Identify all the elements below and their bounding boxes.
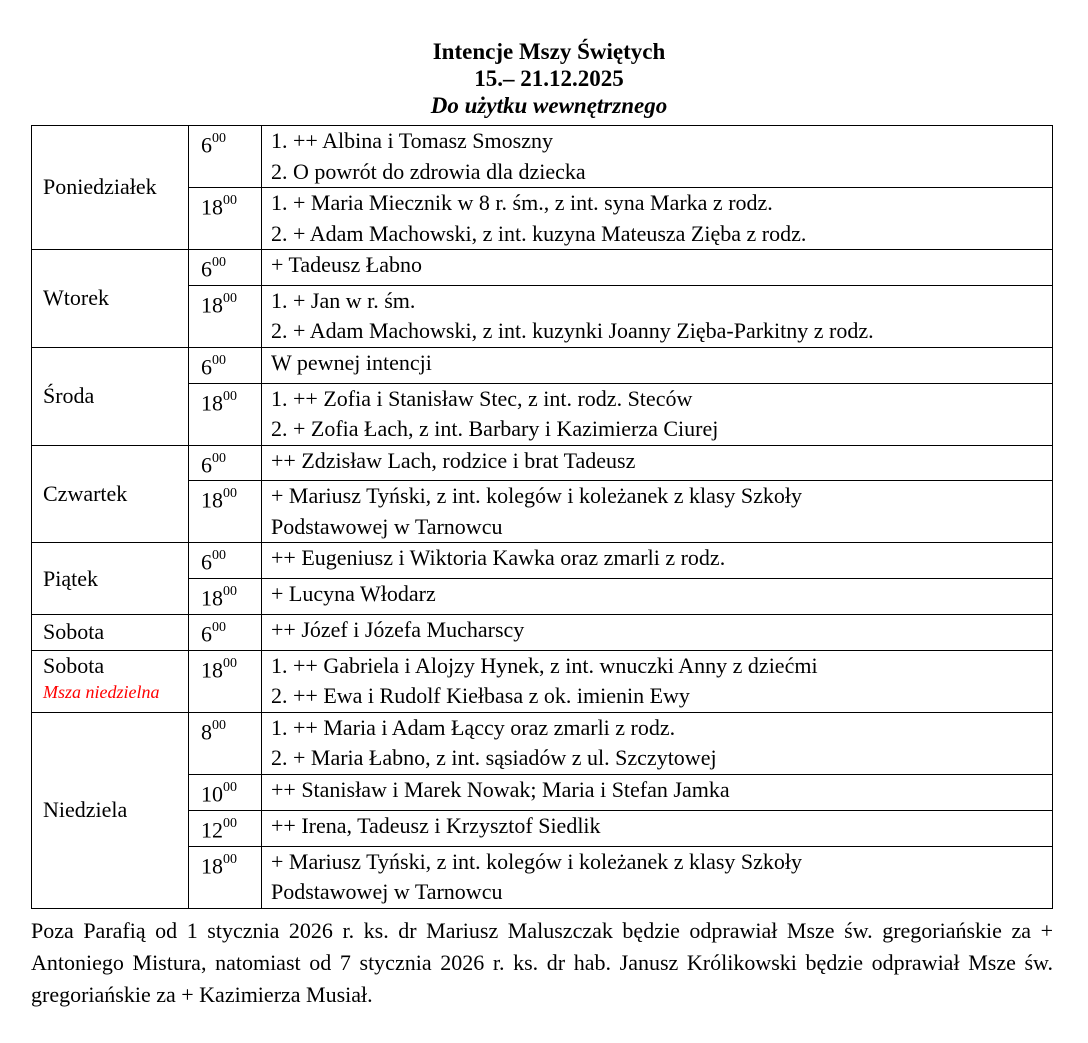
day-label: Czwartek bbox=[43, 480, 128, 506]
mass-row bbox=[32, 543, 1053, 579]
mass-time bbox=[189, 383, 262, 445]
mass-hour: 18 bbox=[201, 852, 223, 878]
mass-minutes: 00 bbox=[212, 548, 226, 564]
mass-hour: 6 bbox=[201, 549, 212, 575]
mass-time bbox=[189, 285, 262, 347]
mass-row bbox=[32, 347, 1053, 383]
intentions-cell bbox=[262, 383, 1053, 445]
day-label: Piątek bbox=[43, 565, 98, 591]
mass-time bbox=[189, 347, 262, 383]
intention-text: 1. + Jan w r. śm. bbox=[271, 287, 416, 313]
mass-minutes: 00 bbox=[223, 779, 237, 795]
mass-minutes: 00 bbox=[223, 486, 237, 502]
intention-text: + Tadeusz Łabno bbox=[271, 252, 422, 277]
intentions-cell bbox=[262, 712, 1053, 774]
day-label: Poniedziałek bbox=[43, 174, 157, 200]
intentions-cell bbox=[262, 810, 1053, 846]
day-cell bbox=[32, 347, 189, 445]
mass-minutes: 00 bbox=[212, 620, 226, 636]
intention-text: Podstawowej w Tarnowcu bbox=[271, 513, 503, 539]
mass-row bbox=[32, 250, 1053, 286]
intentions-cell bbox=[262, 126, 1053, 188]
mass-hour: 18 bbox=[201, 657, 223, 683]
intentions-cell bbox=[262, 774, 1053, 810]
mass-hour: 8 bbox=[201, 719, 212, 745]
intention-text: 2. + Adam Machowski, z int. kuzynki Joanny Zięba-Parkitny z rodz. bbox=[271, 318, 874, 344]
day-label: Sobota bbox=[43, 652, 105, 678]
mass-minutes: 00 bbox=[212, 255, 226, 270]
day-cell bbox=[32, 126, 189, 250]
intention-text: 1. ++ Gabriela i Alojzy Hynek, z int. wnuczki Anny z dziećmi bbox=[271, 652, 818, 678]
mass-time bbox=[189, 650, 262, 712]
intentions-cell bbox=[262, 579, 1053, 615]
intentions-cell bbox=[262, 445, 1053, 481]
mass-row bbox=[32, 126, 1053, 188]
intention-text: ++ Irena, Tadeusz i Krzysztof Siedlik bbox=[271, 812, 601, 838]
intentions-cell bbox=[262, 250, 1053, 286]
intention-text: + Mariusz Tyński, z int. kolegów i koleżanek z klasy Szkoły bbox=[271, 483, 803, 509]
mass-minutes: 00 bbox=[212, 131, 226, 146]
intention-text: W pewnej intencji bbox=[271, 349, 432, 375]
intention-text: 2. + Adam Machowski, z int. kuzyna Mateusza Zięba z rodz. bbox=[271, 220, 807, 246]
mass-time bbox=[189, 810, 262, 846]
mass-time bbox=[189, 126, 262, 188]
day-label: Wtorek bbox=[43, 285, 109, 311]
mass-minutes: 00 bbox=[223, 388, 237, 404]
mass-row bbox=[32, 650, 1053, 712]
mass-hour: 6 bbox=[201, 256, 212, 282]
day-cell bbox=[32, 615, 189, 651]
intention-text: 1. ++ Zofia i Stanisław Stec, z int. rodz. Steców bbox=[271, 385, 693, 411]
mass-minutes: 00 bbox=[223, 290, 237, 306]
day-cell bbox=[32, 543, 189, 615]
intention-text: 2. + Zofia Łach, z int. Barbary i Kazimierza Ciurej bbox=[271, 416, 719, 442]
intention-text: Podstawowej w Tarnowcu bbox=[271, 879, 503, 905]
intention-text: ++ Eugeniusz i Wiktoria Kawka oraz zmarli z rodz. bbox=[271, 545, 726, 571]
page-title: Intencje Mszy Świętych bbox=[432, 39, 666, 64]
mass-time bbox=[189, 543, 262, 579]
mass-row bbox=[32, 445, 1053, 481]
mass-hour: 18 bbox=[201, 389, 223, 415]
document-header bbox=[0, 38, 1088, 120]
mass-time bbox=[189, 712, 262, 774]
mass-hour: 6 bbox=[201, 354, 212, 380]
mass-minutes: 00 bbox=[223, 584, 237, 600]
intentions-cell bbox=[262, 285, 1053, 347]
intentions-cell bbox=[262, 347, 1053, 383]
day-cell bbox=[32, 650, 189, 712]
intention-text: 1. ++ Albina i Tomasz Smoszny bbox=[271, 128, 553, 153]
intention-text: 2. ++ Ewa i Rudolf Kiełbasa z ok. imienin Ewy bbox=[271, 683, 690, 709]
mass-hour: 18 bbox=[201, 194, 223, 220]
mass-hour: 6 bbox=[201, 132, 212, 158]
sunday-mass-note: Msza niedzielna bbox=[43, 682, 160, 703]
intention-text: ++ Zdzisław Lach, rodzice i brat Tadeusz bbox=[271, 447, 636, 473]
intentions-cell bbox=[262, 543, 1053, 579]
mass-time bbox=[189, 188, 262, 250]
intention-text: 1. ++ Maria i Adam Łąccy oraz zmarli z rodz. bbox=[271, 714, 676, 740]
mass-minutes: 00 bbox=[223, 655, 237, 671]
mass-minutes: 00 bbox=[212, 352, 226, 368]
mass-row bbox=[32, 615, 1053, 651]
mass-hour: 6 bbox=[201, 451, 212, 477]
intention-text: ++ Stanisław i Marek Nowak; Maria i Stefan Jamka bbox=[271, 776, 730, 802]
mass-hour: 12 bbox=[201, 817, 223, 843]
mass-row bbox=[32, 712, 1053, 774]
mass-intentions-table bbox=[31, 125, 1053, 909]
day-cell bbox=[32, 445, 189, 543]
mass-hour: 18 bbox=[201, 585, 223, 611]
intention-text: 2. + Maria Łabno, z int. sąsiadów z ul. Szczytowej bbox=[271, 745, 717, 771]
day-cell bbox=[32, 250, 189, 348]
mass-hour: 6 bbox=[201, 621, 212, 647]
intentions-cell bbox=[262, 481, 1053, 543]
intentions-cell bbox=[262, 188, 1053, 250]
day-label: Niedziela bbox=[43, 797, 128, 823]
mass-minutes: 00 bbox=[223, 815, 237, 831]
mass-hour: 18 bbox=[201, 292, 223, 318]
intentions-cell bbox=[262, 615, 1053, 651]
mass-hour: 18 bbox=[201, 487, 223, 513]
mass-time bbox=[189, 774, 262, 810]
page-subtitle: Do użytku wewnętrznego bbox=[430, 93, 668, 118]
mass-hour: 10 bbox=[201, 781, 223, 807]
intention-text: 1. + Maria Miecznik w 8 r. śm., z int. syna Marka z rodz. bbox=[271, 190, 773, 215]
mass-time bbox=[189, 579, 262, 615]
footer-note: Poza Parafią od 1 stycznia 2026 r. ks. dr Mariusz Maluszczak będzie odprawiał Msze św. gregoriańskie za + Antoniego Mistura, natomiast od 7 stycznia 2026 r. ks. dr hab. Janusz Królikowski będzie odprawiał Msze św. gregoriańskie za + Kazimierza Musiał. bbox=[31, 918, 1053, 1007]
day-cell bbox=[32, 712, 189, 908]
date-range: 15.– 21.12.2025 bbox=[474, 66, 624, 91]
mass-minutes: 00 bbox=[212, 450, 226, 466]
mass-minutes: 00 bbox=[223, 851, 237, 867]
intentions-cell bbox=[262, 846, 1053, 908]
mass-time bbox=[189, 445, 262, 481]
mass-minutes: 00 bbox=[223, 193, 237, 208]
intention-text: + Mariusz Tyński, z int. kolegów i koleżanek z klasy Szkoły bbox=[271, 848, 803, 874]
mass-time bbox=[189, 615, 262, 651]
intentions-cell bbox=[262, 650, 1053, 712]
intention-text: 2. O powrót do zdrowia dla dziecka bbox=[271, 158, 586, 184]
mass-time bbox=[189, 250, 262, 286]
mass-time bbox=[189, 846, 262, 908]
intention-text: + Lucyna Włodarz bbox=[271, 581, 436, 607]
day-label: Środa bbox=[43, 382, 95, 408]
mass-minutes: 00 bbox=[212, 717, 226, 733]
intention-text: ++ Józef i Józefa Mucharscy bbox=[271, 617, 525, 643]
mass-time bbox=[189, 481, 262, 543]
day-label: Sobota bbox=[43, 619, 105, 645]
